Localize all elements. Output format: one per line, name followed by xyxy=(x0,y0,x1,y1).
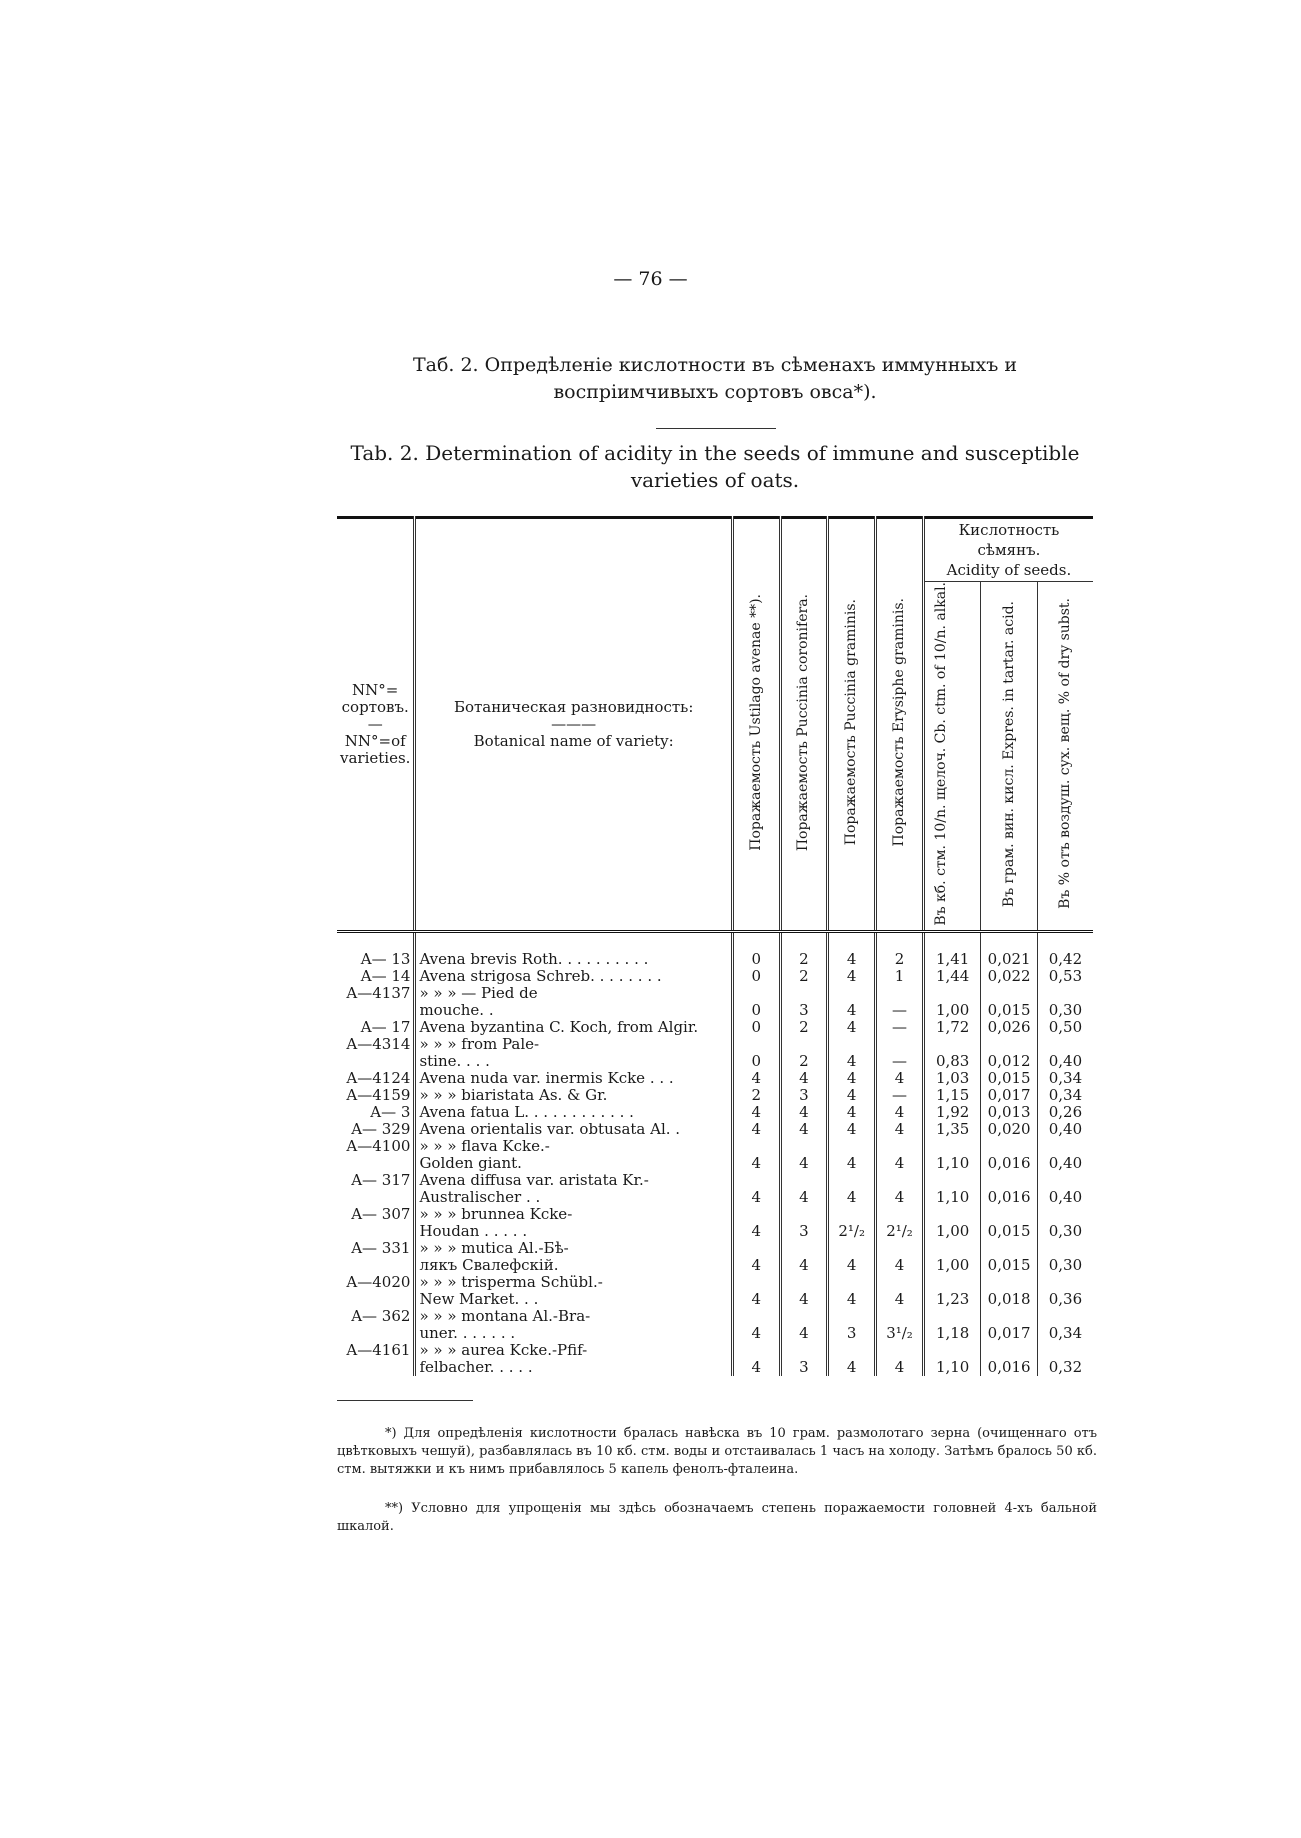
header-name-ru: Ботаническая разновидность: xyxy=(453,697,694,716)
cell-dry xyxy=(1037,1036,1093,1053)
cell-erysiphe: 4 xyxy=(876,1070,924,1087)
cell-coronifera: 2 xyxy=(780,1019,828,1036)
cell-dry: 0,30 xyxy=(1037,1257,1093,1274)
table-row xyxy=(337,1002,1093,1019)
cell-erysiphe: 4 xyxy=(876,1121,924,1138)
header-number-ru: NN°= сортовъ. xyxy=(341,680,409,716)
cell-variety-number: A— 14 xyxy=(360,966,411,985)
cell-graminis xyxy=(828,1172,876,1189)
header-tartar xyxy=(981,582,1038,932)
table-row xyxy=(337,985,1093,1002)
table-row xyxy=(337,1291,1093,1308)
table-title-russian: Таб. 2. Опредѣленіе кислотности въ сѣменахъ иммунныхъ и воспріимчивыхъ сортовъ овса*). xyxy=(412,354,1018,403)
cell-dry: 0,30 xyxy=(1037,1223,1093,1240)
table-row xyxy=(337,1087,1093,1104)
cell-botanical-name: » » » montana Al.-Bra- xyxy=(415,1308,732,1325)
cell-botanical-name: uner. . . . . . . xyxy=(415,1325,732,1342)
cell-alkali: 1,92 xyxy=(923,1104,980,1121)
cell-dry: 0,42 xyxy=(1037,931,1093,968)
cell-botanical-name: Avena byzantina C. Koch, from Algir. xyxy=(415,1019,732,1036)
cell-ustilago xyxy=(732,1036,780,1053)
cell-dry xyxy=(1037,1274,1093,1291)
cell-alkali: 1,44 xyxy=(923,968,980,985)
cell-alkali: 1,03 xyxy=(923,1070,980,1087)
cell-botanical-name: Avena orientalis var. obtusata Al. . xyxy=(415,1121,732,1138)
header-acidity-en: Acidity of seeds. xyxy=(946,561,1072,579)
header-name-en: Botanical name of variety: xyxy=(473,731,674,750)
cell-tartar: 0,015 xyxy=(981,1257,1038,1274)
cell-ustilago: 0 xyxy=(732,968,780,985)
cell-botanical-name: » » » mutica Al.-Бѣ- xyxy=(415,1240,732,1257)
cell-botanical-name: Houdan . . . . . xyxy=(415,1223,732,1240)
cell-coronifera xyxy=(780,1206,828,1223)
cell-coronifera: 4 xyxy=(780,1070,828,1087)
cell-tartar: 0,016 xyxy=(981,1359,1038,1376)
header-alkali xyxy=(923,582,980,932)
cell-coronifera: 4 xyxy=(780,1325,828,1342)
cell-botanical-name: Australischer . . xyxy=(415,1189,732,1206)
cell-graminis: 4 xyxy=(828,1155,876,1172)
cell-botanical-name: » » » from Pale- xyxy=(415,1036,732,1053)
cell-variety-number xyxy=(337,1002,415,1019)
cell-botanical-name: New Market. . . xyxy=(415,1291,732,1308)
cell-coronifera: 4 xyxy=(780,1155,828,1172)
table-row xyxy=(337,1342,1093,1359)
table-row xyxy=(337,1172,1093,1189)
cell-coronifera: 4 xyxy=(780,1257,828,1274)
cell-alkali: 1,10 xyxy=(923,1155,980,1172)
cell-coronifera xyxy=(780,1036,828,1053)
cell-coronifera: 3 xyxy=(780,1223,828,1240)
cell-botanical-name: » » » — Pied de xyxy=(415,985,732,1002)
cell-graminis: 4 xyxy=(828,931,876,968)
cell-graminis: 4 xyxy=(828,1189,876,1206)
cell-tartar: 0,017 xyxy=(981,1325,1038,1342)
cell-variety-number xyxy=(337,1223,415,1240)
table-row xyxy=(337,1325,1093,1342)
cell-botanical-name: Golden giant. xyxy=(415,1155,732,1172)
cell-variety-number xyxy=(337,1291,415,1308)
table-row xyxy=(337,1206,1093,1223)
cell-dry xyxy=(1037,1342,1093,1359)
cell-variety-number: A—4100 xyxy=(346,1136,411,1155)
cell-coronifera xyxy=(780,1274,828,1291)
cell-coronifera: 2 xyxy=(780,931,828,968)
cell-coronifera xyxy=(780,1308,828,1325)
cell-ustilago: 0 xyxy=(732,1002,780,1019)
cell-graminis xyxy=(828,1342,876,1359)
cell-tartar xyxy=(981,1342,1038,1359)
cell-ustilago: 4 xyxy=(732,1291,780,1308)
cell-ustilago: 4 xyxy=(732,1155,780,1172)
cell-ustilago: 4 xyxy=(732,1359,780,1376)
cell-erysiphe: 4 xyxy=(876,1104,924,1121)
cell-erysiphe xyxy=(876,985,924,1002)
cell-variety-number: A—4159 xyxy=(346,1085,411,1104)
header-number-sep: — xyxy=(367,714,383,733)
cell-dry: 0,26 xyxy=(1037,1104,1093,1121)
cell-coronifera xyxy=(780,1138,828,1155)
cell-ustilago: 4 xyxy=(732,1104,780,1121)
cell-graminis: 4 xyxy=(828,1257,876,1274)
cell-variety-number: A— 329 xyxy=(351,1119,411,1138)
table-row xyxy=(337,1053,1093,1070)
cell-graminis: 4 xyxy=(828,1002,876,1019)
cell-botanical-name: stine. . . . xyxy=(415,1053,732,1070)
header-graminis xyxy=(828,518,876,932)
cell-tartar: 0,018 xyxy=(981,1291,1038,1308)
cell-erysiphe: 1 xyxy=(876,968,924,985)
cell-graminis: 4 xyxy=(828,968,876,985)
cell-variety-number: A— 317 xyxy=(351,1170,411,1189)
cell-variety-number: A— 307 xyxy=(351,1204,411,1223)
cell-botanical-name: Avena nuda var. inermis Kcke . . . xyxy=(415,1070,732,1087)
table-row xyxy=(337,1223,1093,1240)
cell-coronifera: 4 xyxy=(780,1189,828,1206)
table-row xyxy=(337,1308,1093,1325)
cell-ustilago xyxy=(732,1172,780,1189)
cell-graminis: 2¹/₂ xyxy=(828,1223,876,1240)
cell-alkali: 1,00 xyxy=(923,1002,980,1019)
cell-erysiphe: 4 xyxy=(876,1257,924,1274)
cell-graminis: 4 xyxy=(828,1121,876,1138)
cell-graminis: 4 xyxy=(828,1087,876,1104)
cell-alkali: 1,18 xyxy=(923,1325,980,1342)
cell-ustilago: 0 xyxy=(732,1053,780,1070)
cell-botanical-name: » » » flava Kcke.- xyxy=(415,1138,732,1155)
cell-variety-number xyxy=(337,1155,415,1172)
cell-alkali xyxy=(923,985,980,1002)
table-row xyxy=(337,1138,1093,1155)
table-row xyxy=(337,931,1093,968)
cell-ustilago xyxy=(732,985,780,1002)
cell-erysiphe: — xyxy=(876,1053,924,1070)
cell-coronifera xyxy=(780,1240,828,1257)
cell-coronifera: 4 xyxy=(780,1104,828,1121)
cell-coronifera xyxy=(780,1172,828,1189)
cell-tartar xyxy=(981,985,1038,1002)
cell-variety-number xyxy=(337,1257,415,1274)
cell-dry xyxy=(1037,1240,1093,1257)
cell-alkali xyxy=(923,1308,980,1325)
cell-ustilago: 4 xyxy=(732,1257,780,1274)
cell-alkali xyxy=(923,1036,980,1053)
cell-tartar: 0,016 xyxy=(981,1155,1038,1172)
cell-ustilago: 0 xyxy=(732,931,780,968)
table-row xyxy=(337,1019,1093,1036)
cell-alkali: 1,10 xyxy=(923,1189,980,1206)
header-dry-text: Въ % отъ воздуш. сух. вещ. % of dry subst. xyxy=(1056,598,1073,910)
cell-erysiphe: 4 xyxy=(876,1359,924,1376)
header-erysiphe xyxy=(876,518,924,932)
cell-dry: 0,40 xyxy=(1037,1189,1093,1206)
cell-coronifera: 2 xyxy=(780,968,828,985)
header-tartar-text: Въ грам. вин. кисл. Expres. in tartar. acid. xyxy=(1000,600,1017,907)
cell-alkali xyxy=(923,1274,980,1291)
table-row xyxy=(337,1036,1093,1053)
cell-dry: 0,30 xyxy=(1037,1002,1093,1019)
cell-graminis xyxy=(828,1274,876,1291)
cell-alkali xyxy=(923,1240,980,1257)
cell-alkali: 1,72 xyxy=(923,1019,980,1036)
cell-ustilago xyxy=(732,1342,780,1359)
cell-graminis: 4 xyxy=(828,1291,876,1308)
header-acidity-ru: Кислотность сѣмянъ. xyxy=(958,521,1060,559)
cell-dry: 0,34 xyxy=(1037,1325,1093,1342)
cell-erysiphe: 4 xyxy=(876,1189,924,1206)
cell-graminis xyxy=(828,1206,876,1223)
cell-ustilago: 4 xyxy=(732,1189,780,1206)
cell-alkali: 1,41 xyxy=(923,931,980,968)
table-row xyxy=(337,1240,1093,1257)
table-row xyxy=(337,1104,1093,1121)
table-body xyxy=(337,931,1093,1376)
cell-ustilago xyxy=(732,1138,780,1155)
cell-ustilago xyxy=(732,1206,780,1223)
cell-botanical-name: mouche. . xyxy=(415,1002,732,1019)
cell-botanical-name: felbacher. . . . . xyxy=(415,1359,732,1376)
cell-botanical-name: » » » aurea Kcke.-Pfif- xyxy=(415,1342,732,1359)
table-row xyxy=(337,1155,1093,1172)
cell-alkali: 1,10 xyxy=(923,1359,980,1376)
header-acidity-group xyxy=(923,518,1093,582)
title-separator xyxy=(656,428,776,429)
table-title-english: Tab. 2. Determination of acidity in the seeds of immune and susceptible varieties of oats. xyxy=(350,441,1080,492)
table-row xyxy=(337,1359,1093,1376)
cell-erysiphe: 2¹/₂ xyxy=(876,1223,924,1240)
footnote-rule xyxy=(337,1400,473,1401)
cell-erysiphe xyxy=(876,1342,924,1359)
cell-botanical-name: Avena diffusa var. aristata Kr.- xyxy=(415,1172,732,1189)
cell-ustilago: 4 xyxy=(732,1325,780,1342)
cell-coronifera xyxy=(780,1342,828,1359)
cell-variety-number: A— 13 xyxy=(360,949,411,968)
cell-graminis: 4 xyxy=(828,1104,876,1121)
cell-tartar: 0,017 xyxy=(981,1087,1038,1104)
cell-erysiphe: 3¹/₂ xyxy=(876,1325,924,1342)
header-coronifera xyxy=(780,518,828,932)
cell-botanical-name: Avena strigosa Schreb. . . . . . . . xyxy=(415,968,732,985)
cell-graminis: 4 xyxy=(828,1053,876,1070)
cell-erysiphe xyxy=(876,1172,924,1189)
cell-tartar xyxy=(981,1308,1038,1325)
cell-tartar xyxy=(981,1206,1038,1223)
cell-erysiphe xyxy=(876,1138,924,1155)
cell-coronifera: 4 xyxy=(780,1291,828,1308)
cell-erysiphe: — xyxy=(876,1002,924,1019)
cell-ustilago xyxy=(732,1308,780,1325)
table-row xyxy=(337,1121,1093,1138)
cell-graminis: 4 xyxy=(828,1019,876,1036)
cell-botanical-name: Avena brevis Roth. . . . . . . . . . xyxy=(415,931,732,968)
table-row xyxy=(337,1070,1093,1087)
cell-dry: 0,53 xyxy=(1037,968,1093,985)
cell-tartar: 0,013 xyxy=(981,1104,1038,1121)
cell-alkali xyxy=(923,1172,980,1189)
cell-erysiphe xyxy=(876,1240,924,1257)
footnote-acidity-method: *) Для опредѣленія кислотности бралась навѣска въ 10 грам. размолотаго зерна (очищеннаго отъ цвѣтковыхъ чешуй), разбавлялась въ 10 кб. стм. воды и отстаивалась 1 часъ на холоду. Затѣмъ бралось 50 кб. стм. вытяжки и къ нимъ прибавлялось 5 капель фенолъ-фталеина. xyxy=(337,1426,1097,1477)
cell-tartar xyxy=(981,1274,1038,1291)
cell-dry xyxy=(1037,985,1093,1002)
table-row xyxy=(337,1257,1093,1274)
header-dry-substance xyxy=(1037,582,1093,932)
cell-graminis xyxy=(828,1308,876,1325)
acidity-table xyxy=(337,516,1093,1376)
cell-alkali: 1,35 xyxy=(923,1121,980,1138)
cell-tartar xyxy=(981,1172,1038,1189)
cell-coronifera xyxy=(780,985,828,1002)
cell-botanical-name: Avena fatua L. . . . . . . . . . . . xyxy=(415,1104,732,1121)
cell-variety-number xyxy=(337,1359,415,1376)
cell-dry: 0,32 xyxy=(1037,1359,1093,1376)
table-row xyxy=(337,1189,1093,1206)
header-graminis-text: Поражаемость Puccinia graminis. xyxy=(843,599,860,846)
cell-alkali xyxy=(923,1138,980,1155)
cell-alkali: 1,00 xyxy=(923,1223,980,1240)
cell-coronifera: 3 xyxy=(780,1002,828,1019)
cell-variety-number xyxy=(337,1053,415,1070)
cell-dry xyxy=(1037,1172,1093,1189)
cell-erysiphe: 4 xyxy=(876,1291,924,1308)
cell-coronifera: 3 xyxy=(780,1359,828,1376)
cell-dry xyxy=(1037,1206,1093,1223)
cell-dry: 0,40 xyxy=(1037,1053,1093,1070)
cell-alkali: 1,15 xyxy=(923,1087,980,1104)
cell-ustilago: 4 xyxy=(732,1121,780,1138)
cell-variety-number xyxy=(337,1189,415,1206)
cell-erysiphe: — xyxy=(876,1087,924,1104)
header-ustilago xyxy=(732,518,780,932)
cell-tartar xyxy=(981,1036,1038,1053)
header-variety-number xyxy=(337,518,415,932)
header-number-en: NN°=of varieties. xyxy=(340,731,411,767)
cell-botanical-name: » » » brunnea Kcke- xyxy=(415,1206,732,1223)
cell-coronifera: 3 xyxy=(780,1087,828,1104)
cell-variety-number: A—4124 xyxy=(346,1068,411,1087)
table-row xyxy=(337,1274,1093,1291)
cell-coronifera: 4 xyxy=(780,1121,828,1138)
cell-dry: 0,40 xyxy=(1037,1121,1093,1138)
cell-erysiphe: — xyxy=(876,1019,924,1036)
cell-ustilago xyxy=(732,1240,780,1257)
cell-ustilago xyxy=(732,1274,780,1291)
cell-tartar xyxy=(981,1138,1038,1155)
cell-botanical-name: лякъ Свалефскій. xyxy=(415,1257,732,1274)
cell-erysiphe xyxy=(876,1206,924,1223)
cell-coronifera: 2 xyxy=(780,1053,828,1070)
cell-alkali xyxy=(923,1342,980,1359)
cell-variety-number: A— 17 xyxy=(360,1017,411,1036)
cell-graminis xyxy=(828,1240,876,1257)
cell-dry: 0,34 xyxy=(1037,1070,1093,1087)
cell-tartar: 0,015 xyxy=(981,1070,1038,1087)
cell-alkali xyxy=(923,1206,980,1223)
cell-variety-number: A—4137 xyxy=(346,983,411,1002)
cell-erysiphe xyxy=(876,1308,924,1325)
cell-dry xyxy=(1037,1308,1093,1325)
cell-tartar: 0,016 xyxy=(981,1189,1038,1206)
cell-variety-number: A—4020 xyxy=(346,1272,411,1291)
cell-erysiphe xyxy=(876,1274,924,1291)
cell-ustilago: 0 xyxy=(732,1019,780,1036)
cell-tartar: 0,015 xyxy=(981,1223,1038,1240)
cell-variety-number xyxy=(337,1325,415,1342)
cell-tartar: 0,012 xyxy=(981,1053,1038,1070)
cell-variety-number: A—4161 xyxy=(346,1340,411,1359)
cell-variety-number: A— 331 xyxy=(351,1238,411,1257)
cell-ustilago: 4 xyxy=(732,1223,780,1240)
cell-dry: 0,36 xyxy=(1037,1291,1093,1308)
cell-dry xyxy=(1037,1138,1093,1155)
cell-variety-number: A—4314 xyxy=(346,1034,411,1053)
page-number: — 76 — xyxy=(613,268,688,290)
header-erysiphe-text: Поражаемость Erysiphe graminis. xyxy=(891,598,907,847)
cell-alkali: 1,23 xyxy=(923,1291,980,1308)
header-ustilago-text: Поражаемость Ustilago avenae **). xyxy=(747,593,764,851)
cell-graminis xyxy=(828,1036,876,1053)
cell-botanical-name: » » » trisperma Schübl.- xyxy=(415,1274,732,1291)
cell-variety-number: A— 362 xyxy=(351,1306,411,1325)
cell-graminis: 4 xyxy=(828,1359,876,1376)
cell-graminis: 3 xyxy=(828,1325,876,1342)
cell-erysiphe: 4 xyxy=(876,1155,924,1172)
cell-dry: 0,50 xyxy=(1037,1019,1093,1036)
cell-ustilago: 2 xyxy=(732,1087,780,1104)
footnote-smut-scale: **) Условно для упрощенія мы здѣсь обозначаемъ степень поражаемости головней 4-хъ бальной шкалой. xyxy=(337,1501,1097,1534)
table-row xyxy=(337,968,1093,985)
cell-tartar: 0,021 xyxy=(981,931,1038,968)
cell-tartar: 0,026 xyxy=(981,1019,1038,1036)
cell-graminis xyxy=(828,1138,876,1155)
cell-alkali: 1,00 xyxy=(923,1257,980,1274)
cell-tartar: 0,022 xyxy=(981,968,1038,985)
cell-tartar: 0,020 xyxy=(981,1121,1038,1138)
cell-tartar xyxy=(981,1240,1038,1257)
header-alkali-text: Въ кб. стм. 10/n. щелоч. Cb. ctm. of 10/n. alkal. xyxy=(932,582,949,926)
cell-graminis xyxy=(828,985,876,1002)
cell-dry: 0,40 xyxy=(1037,1155,1093,1172)
cell-alkali: 0,83 xyxy=(923,1053,980,1070)
cell-erysiphe xyxy=(876,1036,924,1053)
cell-dry: 0,34 xyxy=(1037,1087,1093,1104)
header-name-sep: ——— xyxy=(551,714,597,733)
header-coronifera-text: Поражаемость Puccinia coronifera. xyxy=(795,593,812,851)
cell-botanical-name: » » » biaristata As. & Gr. xyxy=(415,1087,732,1104)
cell-graminis: 4 xyxy=(828,1070,876,1087)
cell-tartar: 0,015 xyxy=(981,1002,1038,1019)
header-botanical-name xyxy=(415,518,732,932)
cell-erysiphe: 2 xyxy=(876,931,924,968)
cell-variety-number: A— 3 xyxy=(370,1102,411,1121)
cell-ustilago: 4 xyxy=(732,1070,780,1087)
